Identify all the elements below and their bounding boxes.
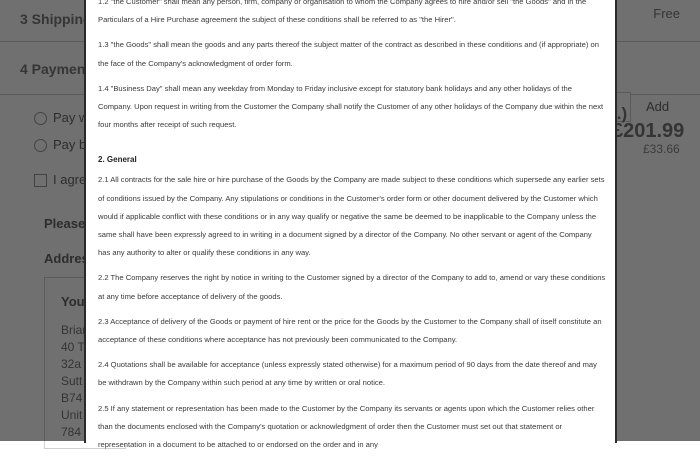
terms-paragraph: 2.3 Acceptance of delivery of the Goods or payment of hire rent or the price for the Goods by the Customer to the Company shall of itself constitute an acceptance of these conditions where acceptance has not previously been communicated to the Company. bbox=[98, 316, 602, 345]
terms-paragraph: 2.4 Quotations shall be available for acceptance (unless expressly stated otherwise) for a maximum period of 90 days from the date thereof and may be withdrawn by the Company within such period at any time by written or oral notice. bbox=[98, 360, 597, 388]
terms-modal[interactable] bbox=[84, 0, 617, 450]
terms-section-heading: 2. General bbox=[98, 155, 137, 165]
terms-paragraph: 2.1 All contracts for the sale hire or hire purchase of the Goods by the Company are made subject to these conditions which supersede any earlier sets of conditions issued by the Company. Any stipulations or conditions in the Customer's order form or other document delivered by the Customer which would if applicable conflict with these conditions or in any way qualify or negative the same be deemed to be inapplicable to the Company unless the same shall have been expressly agreed to in writing in a document signed by a director of the Company. No other servant or agent of the Company has any authority to alter or qualify these conditions in any way. bbox=[98, 175, 605, 258]
terms-paragraph: 2.2 The Company reserves the right by notice in writing to the Customer signed by a director of the Company to add to, amend or vary these conditions at any time before acceptance of delivery of the goods. bbox=[98, 273, 606, 301]
terms-paragraph: 1.2 "the Customer" shall mean any person, firm, company or organisation to whom the Company agrees to hire and/or sell "the Goods" and in the Particulars of a Hire Purchase agreement the subject of these conditions shall be referred to as "the Hirer". bbox=[98, 0, 587, 25]
terms-paragraph: 1.3 "the Goods" shall mean the goods and any parts thereof the subject matter of the contract as described in these conditions and (if appropriate) on the face of the Company's acknowledgment of order form. bbox=[98, 40, 599, 68]
terms-paragraph: 1.4 "Business Day" shall mean any weekday from Monday to Friday inclusive except for statutory bank holidays and any other holidays of the Company. Upon request in writing from the Customer the Company shall notify the Customer of any other holidays of the Company due within the next four months after receipt of such request. bbox=[98, 83, 604, 130]
terms-paragraph: 2.5 If any statement or representation has been made to the Customer by the Company its servants or agents upon which the Customer relies other than the documents enclosed with the Company's quotation or acknowledgment of order then the Customer must set out that statement or representation in a document to be attached to or endorsed on the order and in any bbox=[98, 403, 595, 450]
terms-content[interactable] bbox=[98, 0, 606, 461]
